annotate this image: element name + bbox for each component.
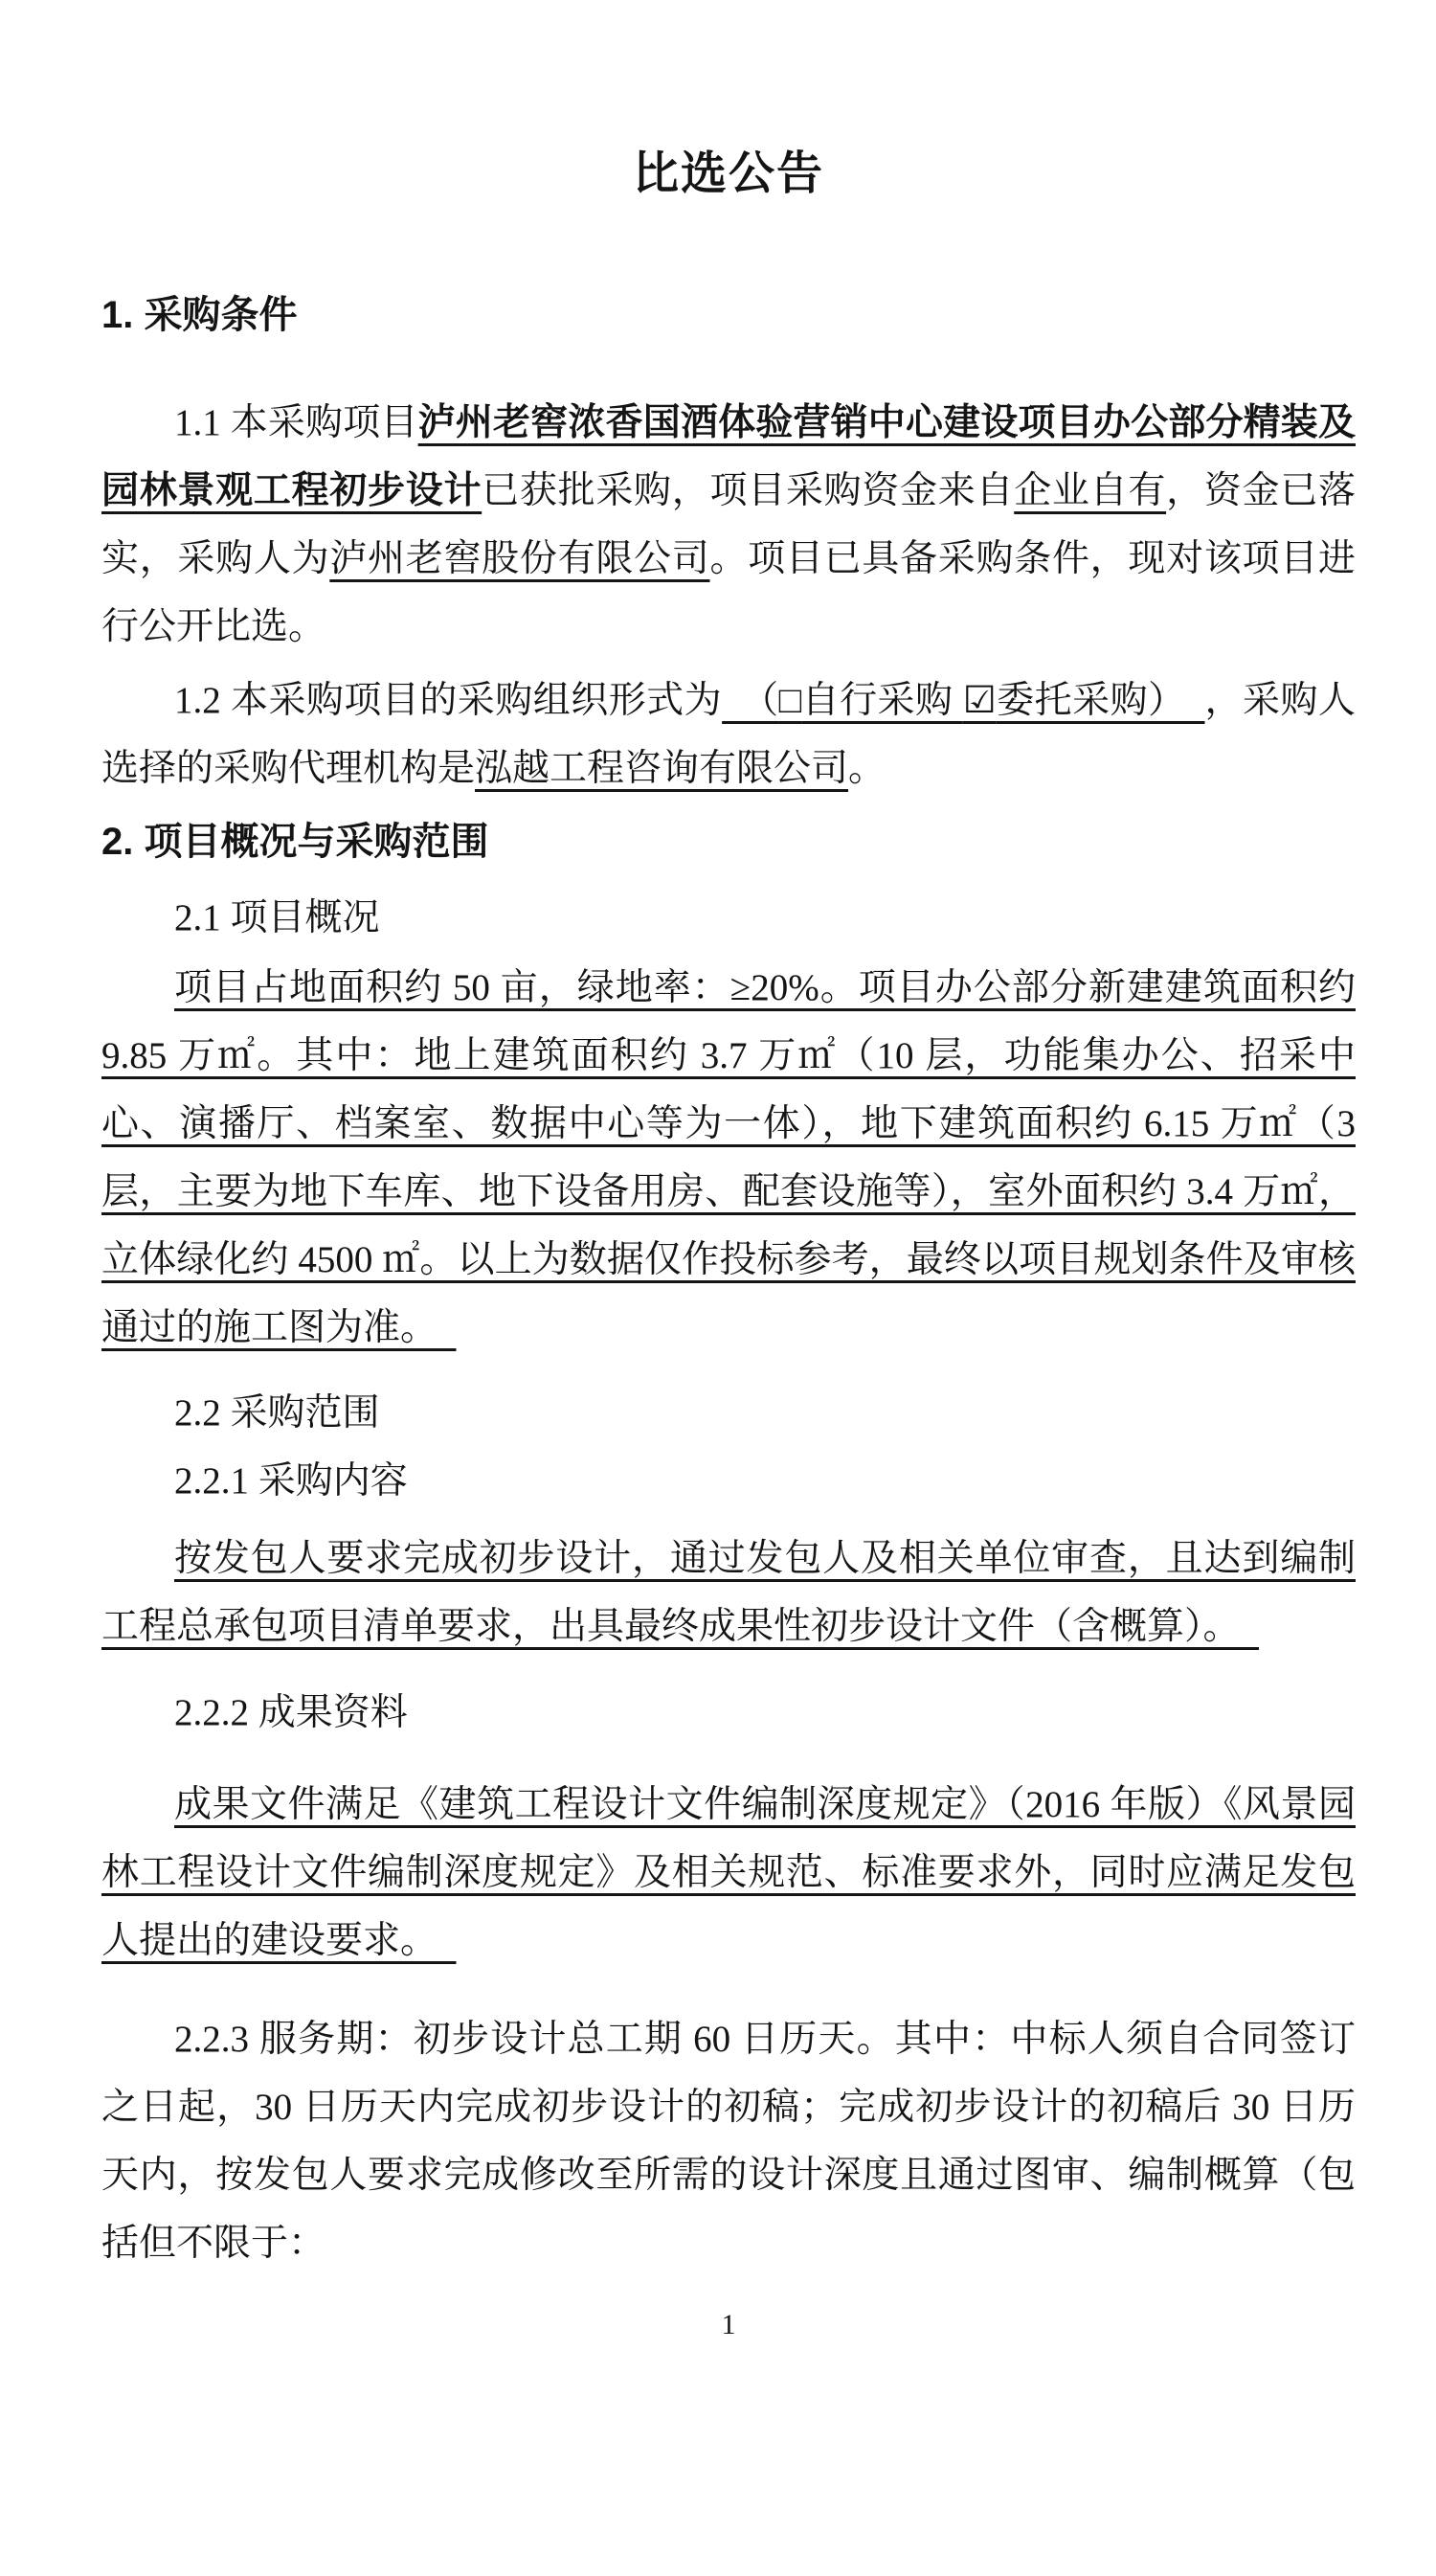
p12-lead-text: 1.2 本采购项目的采购组织形式为 [174, 680, 723, 721]
paragraph-2-2-2-content [101, 1771, 1356, 1975]
p11-lead-text: 1.1 本采购项目 [174, 402, 418, 443]
section-1-heading: 1. 采购条件 [101, 294, 298, 336]
p12-text-3: 。 [848, 748, 886, 789]
p11-text-4: 。项目已具备采购条件，现对该项目进行公开比选。 [101, 538, 1356, 647]
project-overview-text: 项目占地面积约 50 亩，绿地率：≥20%。项目办公部分新建建筑面积约 9.85 万㎡。其中：地上建筑面积约 3.7 万㎡（10 层，功能集办公、招采中心、演播厅、档案室、数据中心等为一体），地下建筑面积约 6.15 万㎡（3 层，主要为地下车库、地下设备用房、配套设施等），室外面积约 3.4 万㎡，立体绿化约 4500 ㎡。以上为数据仅作投标参考，最终以项目规划条件及审核通过的施工图为准。 [101, 967, 1356, 1348]
p12-text-2: ，采购人选择的采购代理机构是 [101, 680, 1356, 789]
procurement-form-options [722, 680, 1204, 721]
agency-name: 泓越工程咨询有限公司 [475, 748, 849, 789]
section-2-1-heading: 2.1 项目概况 [174, 897, 380, 938]
document-title: 比选公告 [632, 148, 824, 199]
section-2-2-1-heading: 2.2.1 采购内容 [174, 1460, 408, 1502]
option-delegated-procurement: 委托采购） [996, 680, 1205, 721]
checkbox-unchecked-icon: □ [778, 680, 802, 721]
option-self-procurement: 自行采购 [801, 680, 963, 721]
deliverables-text: 成果文件满足《建筑工程设计文件编制深度规定》（2016 年版）《风景园林工程设计文件编制深度规定》及相关规范、标准要求外，同时应满足发包人提出的建设要求。 [101, 1784, 1356, 1961]
p11-text-2: 已获批采购，项目采购资金来自 [482, 470, 1015, 511]
project-name: 泸州老窖浓香国酒体验营销中心建设项目办公部分精装及园林景观工程初步设计 [101, 402, 1356, 511]
purchaser-name: 泸州老窖股份有限公司 [329, 538, 710, 579]
paragraph-1-2 [101, 667, 1356, 802]
page-number: 1 [721, 2309, 736, 2340]
section-2-heading: 2. 项目概况与采购范围 [101, 821, 489, 863]
checkbox-checked-icon: ☑ [962, 680, 997, 721]
procurement-content-text: 按发包人要求完成初步设计，通过发包人及相关单位审查，且达到编制工程总承包项目清单要求，出具最终成果性初步设计文件（含概算）。 [101, 1538, 1356, 1647]
section-2-2-2-heading: 2.2.2 成果资料 [174, 1692, 408, 1733]
paragraph-2-2-3-service-period: 2.2.3 服务期：初步设计总工期 60 日历天。其中：中标人须自合同签订之日起，30 日历天内完成初步设计的初稿；完成初步设计的初稿后 30 日历天内，按发包人要求完成修改至所需的设计深度且通过图审、编制概算（包括但不限于： [101, 2019, 1356, 2264]
funding-source: 企业自有 [1014, 470, 1167, 511]
section-2-2-heading: 2.2 采购范围 [174, 1392, 380, 1434]
paragraph-2-1-overview [101, 954, 1356, 1362]
paragraph-2-2-1-content [101, 1525, 1356, 1661]
p11-text-3: ，资金已落实，采购人为 [101, 470, 1356, 579]
paragraph-1-1 [101, 389, 1356, 661]
form-open-paren: （ [722, 680, 779, 721]
document-page [0, 144, 1436, 2576]
